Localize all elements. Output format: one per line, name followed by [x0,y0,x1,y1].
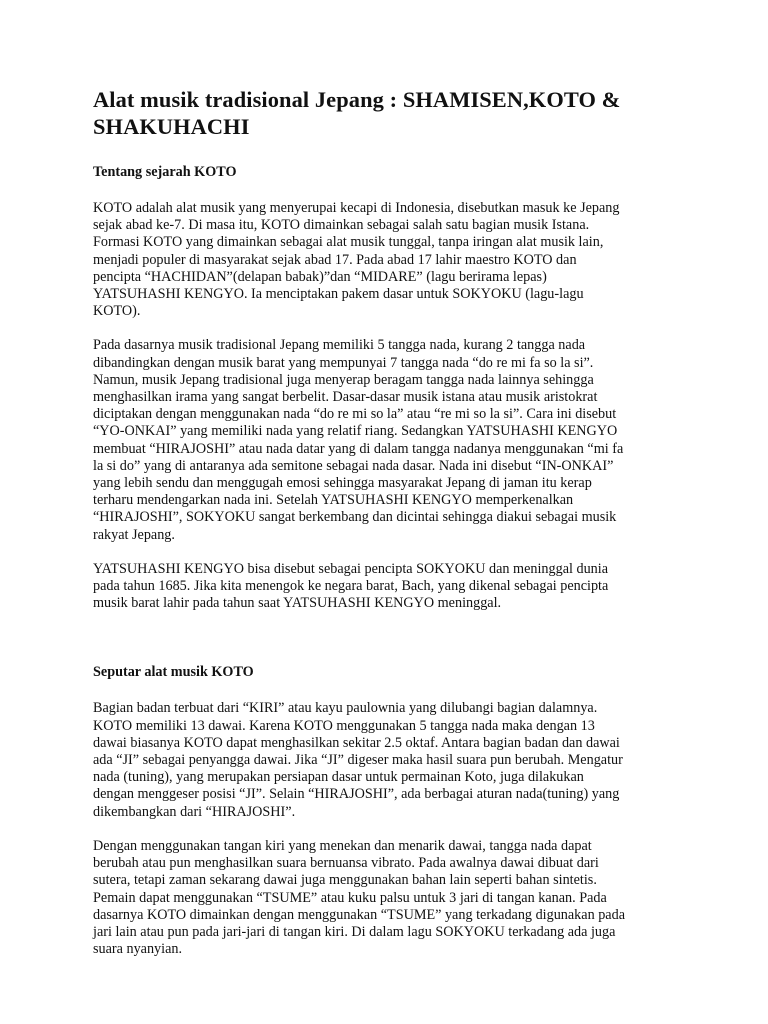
paragraph-line: menghasilkan irama yang sangat berbelit. Dasar-dasar musik istana atau musik aristokrat [93,389,598,406]
paragraph-line: Namun, musik Jepang tradisional juga menyerap beragam tangga nada lainnya sehingga [93,371,594,388]
paragraph-line: KOTO adalah alat musik yang menyerupai kecapi di Indonesia, disebutkan masuk ke Jepang [93,200,620,216]
paragraph-line: “YO-ONKAI” yang memiliki nada yang relatif riang. Sedangkan YATSUHASHI KENGYO [93,423,618,440]
section-body-sejarah-koto [93,200,683,612]
paragraph-line: YATSUHASHI KENGYO bisa disebut sebagai pencipta SOKYOKU dan meninggal dunia [93,560,609,577]
title-line: SHAKUHACHI [93,114,250,139]
paragraph-line: dasarnya KOTO dimainkan dengan menggunakan “TSUME” yang terkadang digunakan pada [93,906,625,923]
paragraph-line: dikembangkan dari “HIRAJOSHI”. [93,803,296,820]
paragraph-line: sejak abad ke-7. Di masa itu, KOTO dimainkan sebagai salah satu bagian musik Istana. [93,217,590,234]
paragraph-line: menjadi populer di masyarakat sejak abad 17. Pada abad 17 lahir maestro KOTO dan [93,251,577,268]
paragraph-line: YATSUHASHI KENGYO. Ia menciptakan pakem dasar untuk SOKYOKU (lagu-lagu [93,286,584,303]
paragraph-line: ada “JI” sebagai penyangga dawai. Jika “JI” digeser maka hasil suara pun berubah. Mengatur [93,752,623,769]
paragraph-line: Dengan menggunakan tangan kiri yang menekan dan menarik dawai, tangga nada dapat [93,837,592,854]
paragraph-line: jari lain atau pun pada jari-jari di tangan kiri. Di dalam lagu SOKYOKU terkadang ada juga [93,923,616,940]
paragraph-line: Pemain dapat menggunakan “TSUME” atau kuku palsu untuk 3 jari di tangan kanan. Pada [93,889,607,906]
paragraph-line: membuat “HIRAJOSHI” atau nada datar yang di dalam tangga nadanya menggunakan “mi fa [93,440,624,457]
paragraph-line: Bagian badan terbuat dari “KIRI” atau kayu paulownia yang dilubangi bagian dalamnya. [93,700,598,717]
paragraph-line: musik barat lahir pada tahun saat YATSUHASHI KENGYO meninggal. [93,595,502,612]
paragraph-line: yang lebih sendu dan menggugah emosi sehingga masyarakat Jepang di jaman itu kerap [93,475,592,492]
section-body-seputar-koto [93,700,683,958]
title-line: Alat musik tradisional Jepang : SHAMISEN,KOTO & [93,87,621,112]
document-title [93,86,683,140]
paragraph-line: nada (tuning), yang merupakan persiapan dasar untuk permainan Koto, juga dilakukan [93,769,584,786]
paragraph [93,200,683,320]
paragraph-line: dibandingkan dengan musik barat yang mempunyai 7 tangga nada “do re mi fa so la si”. [93,354,594,371]
paragraph-line: berubah atau pun menghasilkan suara bernuansa vibrato. Pada awalnya dawai dibuat dari [93,855,599,872]
section-heading-seputar-koto: Seputar alat musik KOTO [93,664,254,681]
paragraph-line: dengan menggeser posisi “JI”. Selain “HIRAJOSHI”, ada berbagai aturan nada(tuning) yang [93,786,620,803]
paragraph [93,337,683,543]
paragraph-line: rakyat Jepang. [93,526,175,543]
paragraph-line: suara nyanyian. [93,941,183,958]
paragraph-line: dawai biasanya KOTO dapat menghasilkan sekitar 2.5 oktaf. Antara bagian badan dan dawai [93,734,620,751]
document-page [93,86,683,975]
paragraph [93,700,683,820]
paragraph-line: Pada dasarnya musik tradisional Jepang memiliki 5 tangga nada, kurang 2 tangga nada [93,337,586,354]
paragraph-line: diciptakan dengan menggunakan nada “do re mi so la” atau “re mi so la si”. Cara ini disebut [93,406,617,423]
paragraph-line: “HIRAJOSHI”, SOKYOKU sangat berkembang dan dicintai sehingga diakui sebagai musik [93,509,617,526]
paragraph-line: pencipta “HACHIDAN”(delapan babak)”dan “MIDARE” (lagu berirama lepas) [93,268,547,285]
paragraph-line: KOTO memiliki 13 dawai. Karena KOTO menggunakan 5 tangga nada maka dengan 13 [93,717,595,734]
paragraph-line: sutera, tetapi zaman sekarang dawai juga menggunakan bahan lain seperti bahan sintetis. [93,872,597,889]
paragraph-line: la si do” yang di antaranya ada semitone sebagai nada dasar. Nada ini disebut “IN-ONKAI” [93,457,614,474]
paragraph-line: Formasi KOTO yang dimainkan sebagai alat musik tunggal, tanpa iringan alat musik lain, [93,234,604,251]
paragraph-line: KOTO). [93,303,141,320]
section-heading-sejarah-koto: Tentang sejarah KOTO [93,164,237,180]
section-spacer [93,629,683,663]
paragraph-line: pada tahun 1685. Jika kita menengok ke negara barat, Bach, yang dikenal sebagai pencipta [93,578,609,595]
paragraph-line: terharu mendengarkan nada ini. Setelah YATSUHASHI KENGYO memperkenalkan [93,492,574,509]
paragraph [93,838,683,958]
paragraph [93,561,683,613]
